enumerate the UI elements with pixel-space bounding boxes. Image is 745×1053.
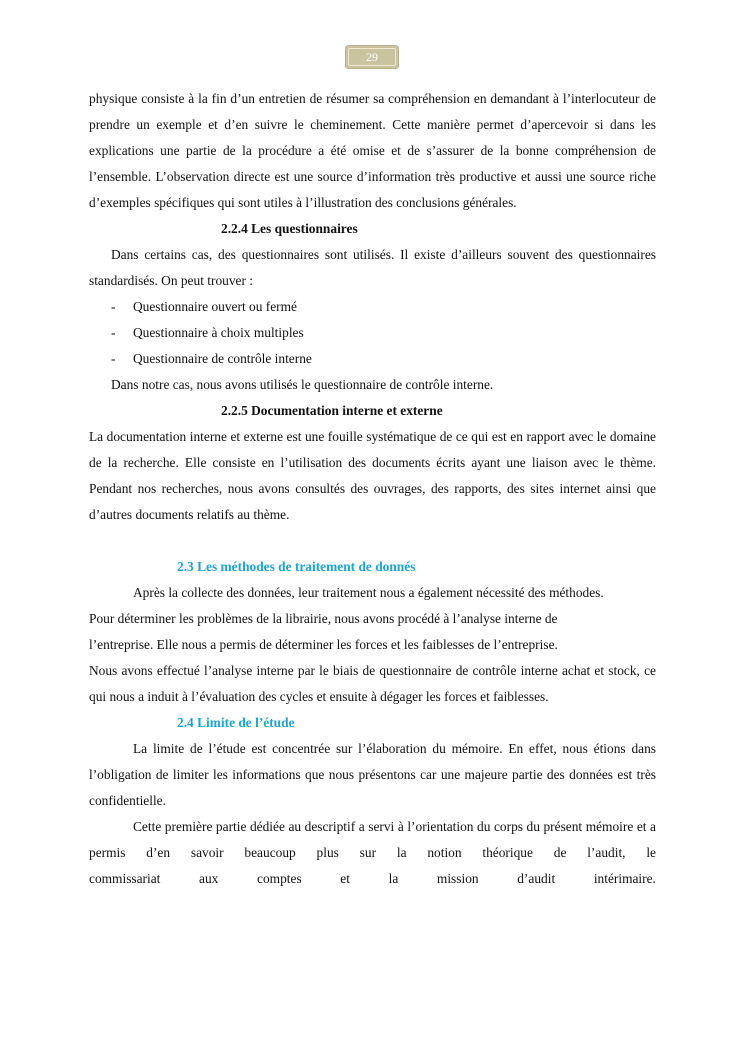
- word: commissariat: [89, 871, 161, 886]
- page-number: 29: [348, 48, 396, 66]
- paragraph-intro: physique consiste à la fin d’un entretien de résumer sa compréhension en demandant à l’interlocuteur de prendre un exemple et d’en suivre le cheminement. Cette manière permet d’apercevoir si dans les explications une partie de la procédure a été omise et de s’assurer de la bonne compréhension de l’ensemble. L’observation directe est une source d’information très productive et aussi une source riche d’exemples spécifiques qui sont utiles à l’illustration des conclusions générales.: [89, 91, 656, 210]
- word: comptes: [257, 871, 302, 886]
- paragraph-documentation: La documentation interne et externe est une fouille systématique de ce qui est en rapport avec le domaine de la recherche. Elle consiste en l’utilisation des documents écrits ayant une liaison avec le thème. Pendant nos recherches, nous avons consultés des ouvrages, des rapports, des sites internet ainsi que d’autres documents relatifs au thème.: [89, 429, 656, 522]
- questionnaire-list: [89, 294, 656, 372]
- heading-2-2-5: 2.2.5 Documentation interne et externe: [221, 403, 443, 418]
- paragraph-traitement: Après la collecte des données, leur traitement nous a également nécessité des méthodes. Pour déterminer les problèmes de la librairie, nous avons procédé à l’analyse interne de l’entreprise. Elle nous a permis de déterminer les forces et les faiblesses de l’entreprise.: [89, 585, 604, 652]
- word: mission: [436, 871, 479, 886]
- paragraph-analyse-interne: Nous avons effectué l’analyse interne par le biais de questionnaire de contrôle interne achat et stock, ce qui nous a induit à l’évaluation des cycles et ensuite à dégager les forces et faiblesses.: [89, 663, 656, 704]
- list-item: - Questionnaire de contrôle interne: [89, 346, 656, 372]
- heading-2-3: 2.3 Les méthodes de traitement de donnés: [177, 559, 416, 574]
- word: d’audit: [517, 871, 556, 886]
- page-number-badge: [345, 45, 399, 69]
- word: aux: [199, 871, 219, 886]
- paragraph-questionnaire-choice: Dans notre cas, nous avons utilisés le questionnaire de contrôle interne.: [111, 377, 494, 392]
- heading-2-2-4: 2.2.4 Les questionnaires: [221, 221, 358, 236]
- paragraph-questionnaires: Dans certains cas, des questionnaires sont utilisés. Il existe d’ailleurs souvent des questionnaires standardisés. On peut trouver :: [89, 247, 656, 288]
- list-item: - Questionnaire à choix multiples: [89, 320, 656, 346]
- word: la: [388, 871, 399, 886]
- list-item: - Questionnaire ouvert ou fermé: [89, 294, 656, 320]
- heading-2-4: 2.4 Limite de l’étude: [177, 715, 295, 730]
- word: intérimaire.: [593, 871, 656, 886]
- paragraph-conclusion-last-line: [89, 866, 656, 892]
- word: et: [340, 871, 350, 886]
- document-body: [89, 86, 656, 892]
- paragraph-limite: La limite de l’étude est concentrée sur l’élaboration du mémoire. En effet, nous étions dans l’obligation de limiter les informations que nous présentons car une majeure partie des données est très confidentielle.: [89, 741, 656, 808]
- paragraph-conclusion: Cette première partie dédiée au descriptif a servi à l’orientation du corps du présent mémoire et a permis d’en savoir beaucoup plus sur la notion théorique de l’audit, le: [89, 819, 656, 860]
